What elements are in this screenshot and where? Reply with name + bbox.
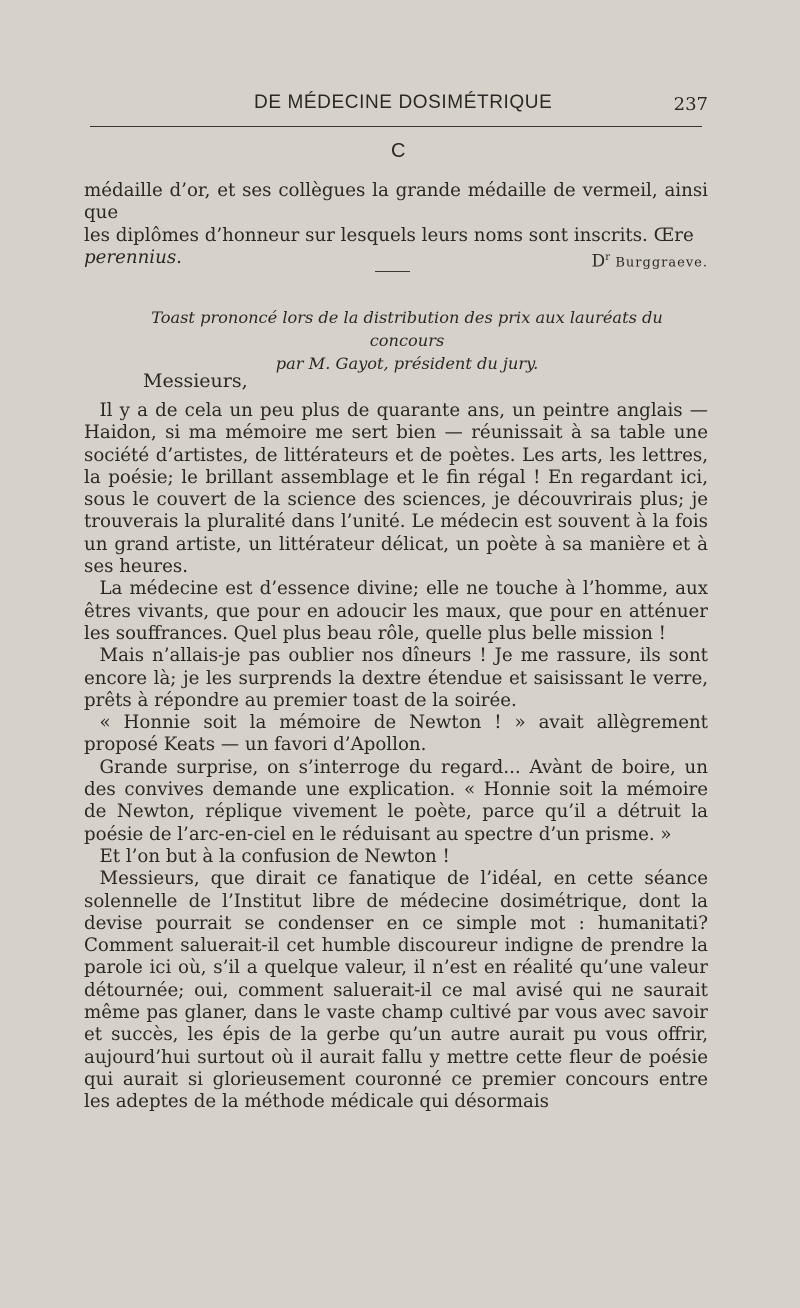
- author-signature: [592, 247, 708, 275]
- paragraph-6: Et l’on but à la confusion de Newton !: [99, 845, 450, 867]
- opening-paragraph: [84, 180, 708, 272]
- running-head: [82, 92, 708, 118]
- salutation: Messieurs,: [143, 370, 248, 392]
- author-prefix-sup: r: [605, 251, 610, 263]
- caption-line-2: par M. Gayot, président du jury.: [275, 354, 539, 373]
- signature-mark: C: [391, 140, 406, 162]
- header-rule: [90, 126, 702, 127]
- paragraph-2: La médecine est d’essence divine; elle ne touche à l’homme, aux êtres vivants, que pour en adoucir les maux, que pour en atténuer les souffrances. Quel plus beau rôle, quelle plus belle mission !: [84, 578, 708, 644]
- paragraph-5: Grande surprise, on s’interroge du regard... Avànt de boire, un des convives demande une explication. « Honnie soit la mémoire de Newton, réplique vivement le poète, parce qu’il a détruit la poésie de l’arc-en-ciel en le réduisant au spectre d’un prisme. »: [84, 756, 708, 845]
- author-name: Burggraeve.: [615, 255, 708, 271]
- paragraph-4: « Honnie soit la mémoire de Newton ! » avait allègrement proposé Keats — un favori d’Apollon.: [84, 712, 708, 756]
- paragraph-1: Il y a de cela un peu plus de quarante ans, un peintre anglais — Haidon, si ma mémoire me sert bien — réunissait à sa table une société d’artistes, de littérateurs et de poètes. Les arts, les lettres, la poésie; le brillant assemblage et le fin régal ! En regardant ici, sous le couvert de la science des sciences, je découvrirais plus; je trouverais la pluralité dans l’unité. Le médecin est souvent à la fois un grand artiste, un littérateur délicat, un poète à sa manière et à ses heures.: [84, 400, 708, 578]
- paragraph-3: Mais n’allais-je pas oublier nos dîneurs ! Je me rassure, ils sont encore là; je les surprends la dextre étendue et saisissant le verre, prêts à répondre au premier toast de la soirée.: [84, 645, 708, 711]
- section-divider: [375, 271, 410, 272]
- running-head-title: DE MÉDECINE DOSIMÉTRIQUE: [254, 92, 553, 113]
- toast-caption: [112, 306, 702, 375]
- speech-body: [84, 400, 708, 1114]
- author-prefix: D: [591, 251, 606, 272]
- page-number: 237: [673, 94, 708, 115]
- caption-line-1: Toast prononcé lors de la distribution des prix aux lauréats du concours: [151, 308, 663, 350]
- opening-line-1: médaille d’or, et ses collègues la grande médaille de vermeil, ainsi que: [84, 180, 708, 224]
- opening-line-3: perennius.: [84, 246, 182, 268]
- paragraph-7: Messieurs, que dirait ce fanatique de l’idéal, en cette séance solennelle de l’Institut libre de médecine dosimétrique, dont la devise pourrait se condenser en ce simple mot : humanitati? Comment saluerait-il cet humble discoureur indigne de prendre la parole ici où, s’il a quelque valeur, il n’est en réalité qu’une valeur détournée; oui, comment saluerait-il ce mal avisé qui ne saurait même pas glaner, dans le vaste champ cultivé par vous avec savoir et succès, les épis de la gerbe qu’un autre aurait pu vous offrir, aujourd’hui surtout où il aurait fallu y mettre cette fleur de poésie qui aurait si glorieusement couronné ce premier concours entre les adeptes de la méthode médicale qui désormais: [84, 868, 708, 1113]
- signature-line: [84, 246, 708, 272]
- opening-line-2: les diplômes d’honneur sur lesquels leurs noms sont inscrits. Œre: [84, 224, 694, 246]
